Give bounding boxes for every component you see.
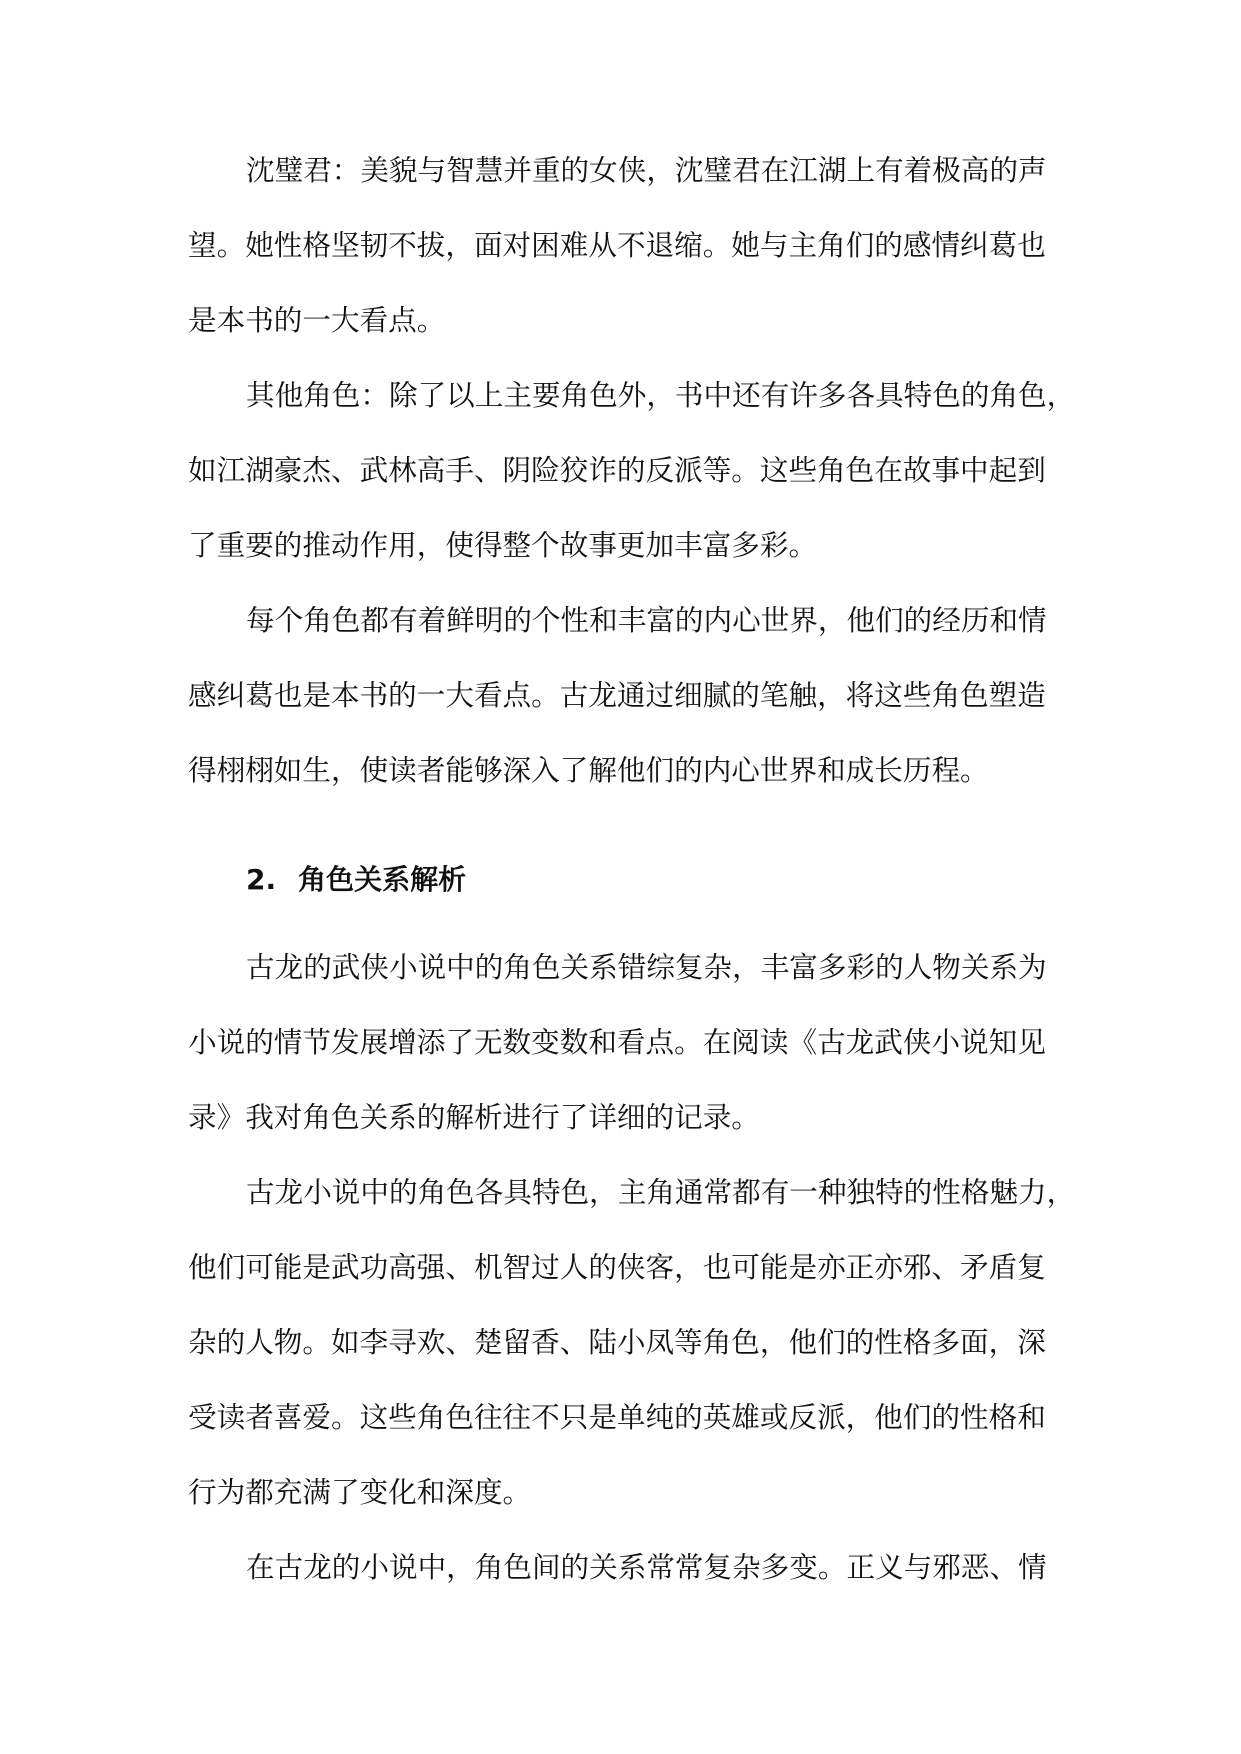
section-title: 角色关系解析 <box>298 863 467 896</box>
paragraph-line: 杂的人物。如李寻欢、楚留香、陆小凤等角色，他们的性格多面，深 <box>188 1325 1046 1359</box>
body-text-upper <box>188 133 1076 808</box>
paragraph-line: 如江湖豪杰、武林高手、阴险狡诈的反派等。这些角色在故事中起到 <box>188 453 1046 487</box>
paragraph-line: 每个角色都有着鲜明的个性和丰富的内心世界，他们的经历和情 <box>246 603 1047 637</box>
paragraph-line: 沈璧君：美貌与智慧并重的女侠，沈璧君在江湖上有着极高的声 <box>246 153 1047 187</box>
paragraph-line: 在古龙的小说中，角色间的关系常常复杂多变。正义与邪恶、情 <box>246 1550 1047 1584</box>
paragraph-line: 了重要的推动作用，使得整个故事更加丰富多彩。 <box>188 528 818 562</box>
paragraph-line: 录》我对角色关系的解析进行了详细的记录。 <box>188 1100 760 1134</box>
paragraph-line: 行为都充满了变化和深度。 <box>188 1475 532 1509</box>
paragraph-line: 望。她性格坚韧不拔，面对困难从不退缩。她与主角们的感情纠葛也 <box>188 228 1046 262</box>
section-heading <box>246 860 466 900</box>
section-number: 2. <box>246 863 277 896</box>
paragraph-line: 他们可能是武功高强、机智过人的侠客，也可能是亦正亦邪、矛盾复 <box>188 1250 1046 1284</box>
paragraph-line: 感纠葛也是本书的一大看点。古龙通过细腻的笔触，将这些角色塑造 <box>188 678 1046 712</box>
paragraph-line: 受读者喜爱。这些角色往往不只是单纯的英雄或反派，他们的性格和 <box>188 1400 1046 1434</box>
body-text-lower <box>188 930 1076 1605</box>
paragraph-line: 古龙小说中的角色各具特色，主角通常都有一种独特的性格魅力， <box>246 1175 1076 1209</box>
paragraph-line: 古龙的武侠小说中的角色关系错综复杂，丰富多彩的人物关系为 <box>246 950 1047 984</box>
paragraph-line: 是本书的一大看点。 <box>188 303 446 337</box>
paragraph-line: 小说的情节发展增添了无数变数和看点。在阅读《古龙武侠小说知见 <box>188 1025 1046 1059</box>
paragraph-line: 得栩栩如生，使读者能够深入了解他们的内心世界和成长历程。 <box>188 753 989 787</box>
paragraph-line: 其他角色：除了以上主要角色外，书中还有许多各具特色的角色， <box>246 378 1076 412</box>
